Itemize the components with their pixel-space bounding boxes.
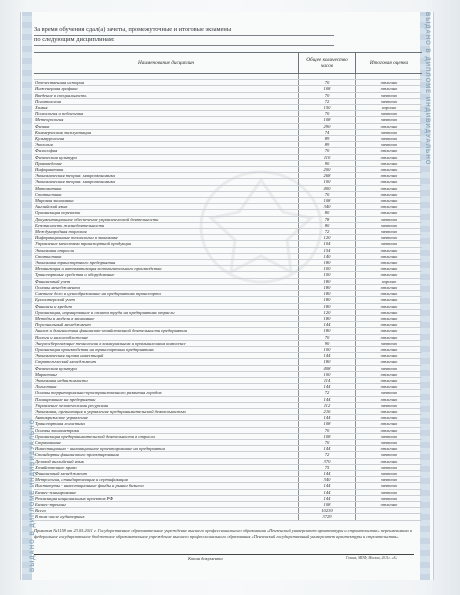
discipline-cell: Физика: [34, 123, 299, 129]
bottom-rule: [34, 554, 414, 555]
hours-cell: 80: [299, 210, 356, 216]
discipline-cell: Основы эконометрики: [34, 427, 299, 433]
grade-cell: отлично: [356, 167, 423, 173]
discipline-cell: Статистика: [34, 253, 299, 259]
discipline-cell: Экономика транспортного предприятия: [34, 260, 299, 266]
hours-cell: 100: [299, 266, 356, 272]
discipline-cell: Физическая культура: [34, 154, 299, 160]
footer-note: Приказом №1158 от 23.05.2011 г. Государственное образовательное учреждение высшего профессионального образования «Пензенский университет архитектуры и строительства» переименовано в федеральное государственное бюджетное образовательное учреждение высшего профессионального образования «Пензенский государственный университет архитектуры и строительства».: [34, 528, 412, 539]
discipline-cell: Организация перевозок: [34, 210, 299, 216]
hours-cell: 70: [299, 111, 356, 117]
discipline-cell: Анализ и диагностика финансово-хозяйственной деятельности предприятия: [34, 328, 299, 334]
hours-cell: 200: [299, 167, 356, 173]
grade-cell: отлично: [356, 154, 423, 160]
column-header-discipline: Наименование дисциплин: [34, 53, 299, 74]
discipline-cell: Инженерная графика: [34, 86, 299, 92]
grade-cell: отлично: [356, 353, 423, 359]
grade-cell: отлично: [356, 346, 423, 352]
hours-cell: 340: [299, 204, 356, 210]
left-strip-text: ВЫДАНО В ДИПЛОМЕ ИНДИВИДУАЛЬНО: [30, 418, 36, 572]
discipline-cell: Управление качеством транспортной продукции: [34, 241, 299, 247]
hours-cell: 108: [299, 502, 356, 508]
discipline-cell: Финансы и кредит: [34, 303, 299, 309]
grade-cell: зачтено: [356, 340, 423, 346]
discipline-cell: Сметное дело и ценообразование на предприятиях транспорта: [34, 291, 299, 297]
discipline-cell: Правоведение: [34, 160, 299, 166]
hours-cell: 144: [299, 396, 356, 402]
grade-cell: отлично: [356, 396, 423, 402]
discipline-cell: Экономика недвижимости: [34, 377, 299, 383]
grade-cell: отлично: [356, 315, 423, 321]
discipline-cell: Налоги и налогообложение: [34, 334, 299, 340]
discipline-cell: Стандарты финансового проектирования: [34, 452, 299, 458]
grade-cell: отлично: [356, 427, 423, 433]
hours-cell: 180: [299, 359, 356, 365]
discipline-cell: Финансовый менеджмент: [34, 470, 299, 476]
hours-cell: 180: [299, 260, 356, 266]
grade-cell: отлично: [356, 334, 423, 340]
hours-cell: 180: [299, 291, 356, 297]
discipline-cell: Бизнес-планирование: [34, 489, 299, 495]
hours-cell: 100: [299, 272, 356, 278]
hours-cell: 144: [299, 384, 356, 390]
discipline-cell: Организация предпринимательской деятельности в отрасли: [34, 433, 299, 439]
discipline-cell: Метеорология: [34, 117, 299, 123]
discipline-cell: Инвестиционно - инновационное проектирование на предприятии: [34, 446, 299, 452]
grade-cell: отлично: [356, 247, 423, 253]
discipline-cell: Транспортные средства и оборудование: [34, 272, 299, 278]
grade-cell: отлично: [356, 446, 423, 452]
grade-cell: отлично: [356, 384, 423, 390]
grades-table: [34, 52, 422, 521]
hours-cell: 108: [299, 433, 356, 439]
discipline-cell: Введение в специальность: [34, 92, 299, 98]
discipline-cell: Экономика, организация и управление предпринимательской деятельностью: [34, 408, 299, 414]
grade-cell: зачтено: [356, 390, 423, 396]
discipline-cell: Безопасность жизнедеятельности: [34, 222, 299, 228]
grade-cell: зачтено: [356, 477, 423, 483]
grade-cell: зачтено: [356, 129, 423, 135]
grade-cell: отлично: [356, 359, 423, 365]
grade-cell: отлично: [356, 260, 423, 266]
grade-cell: отлично: [356, 415, 423, 421]
grade-cell: отлично: [356, 210, 423, 216]
hours-cell: 104: [299, 241, 356, 247]
discipline-cell: Математика: [34, 185, 299, 191]
discipline-cell: Химия: [34, 105, 299, 111]
hours-cell: 70: [299, 427, 356, 433]
discipline-cell: Физическая культура: [34, 365, 299, 371]
grade-cell: зачтено: [356, 241, 423, 247]
hours-cell: 180: [299, 284, 356, 290]
grade-cell: отлично: [356, 173, 423, 179]
hours-cell: 120: [299, 235, 356, 241]
discipline-cell: Финансовый учет: [34, 278, 299, 284]
hours-cell: 108: [299, 117, 356, 123]
discipline-cell: Страхование: [34, 439, 299, 445]
hours-cell: 72: [299, 390, 356, 396]
discipline-cell: Методы и модели в экономике: [34, 315, 299, 321]
grade-cell: зачтено: [356, 235, 423, 241]
table-body: [34, 74, 422, 521]
hours-cell: 70: [299, 439, 356, 445]
grade-cell: зачтено: [356, 216, 423, 222]
grade-cell: зачтено: [356, 489, 423, 495]
discipline-cell: Бизнес-тренинг: [34, 502, 299, 508]
hours-cell: 290: [299, 123, 356, 129]
grade-cell: зачтено: [356, 464, 423, 470]
discipline-cell: Международная торговля: [34, 229, 299, 235]
printer-mark: Гознак, МПФ, Москва, 2011г. «Б»: [346, 556, 398, 560]
hours-cell: 108: [299, 421, 356, 427]
hours-cell: 144: [299, 353, 356, 359]
grade-cell: зачтено: [356, 483, 423, 489]
header-line-2: по следующим дисциплинам:: [34, 36, 334, 46]
grade-cell: отлично: [356, 377, 423, 383]
discipline-cell: Документационное обеспечение управленческой деятельности: [34, 216, 299, 222]
discipline-cell: Статистика: [34, 191, 299, 197]
grade-cell: хорошо: [356, 105, 423, 111]
discipline-cell: Информатика: [34, 167, 299, 173]
grade-cell: зачтено: [356, 117, 423, 123]
discipline-cell: Отечественная история: [34, 80, 299, 86]
hours-cell: 72: [299, 452, 356, 458]
grade-cell: зачтено: [356, 365, 423, 371]
grade-cell: отлично: [356, 458, 423, 464]
discipline-cell: Экономическая теория: микроэкономика: [34, 179, 299, 185]
discipline-cell: Основы территориально-пространственного развития городов: [34, 390, 299, 396]
hours-cell: 70: [299, 191, 356, 197]
hours-cell: 144: [299, 322, 356, 328]
grade-cell: зачтено: [356, 452, 423, 458]
hours-cell: 100: [299, 179, 356, 185]
hours-cell: 400: [299, 185, 356, 191]
grade-cell: [356, 514, 423, 520]
hours-cell: 144: [299, 483, 356, 489]
discipline-cell: Механизация и автоматизация вспомогательного производства: [34, 266, 299, 272]
discipline-cell: Коммерческая эксплуатация: [34, 129, 299, 135]
discipline-cell: Реализация национальных проектов РФ: [34, 495, 299, 501]
hours-cell: 150: [299, 105, 356, 111]
discipline-cell: Бухгалтерский учет: [34, 297, 299, 303]
discipline-cell: Энергосберегающие технологии в коммунальном и промышленном комплексе: [34, 340, 299, 346]
grade-cell: отлично: [356, 198, 423, 204]
hours-cell: 180: [299, 297, 356, 303]
discipline-cell: Персональный менеджмент: [34, 322, 299, 328]
hours-cell: 70: [299, 92, 356, 98]
hours-cell: 120: [299, 309, 356, 315]
discipline-cell: Экология: [34, 142, 299, 148]
grade-cell: отлично: [356, 204, 423, 210]
grade-cell: отлично: [356, 123, 423, 129]
discipline-cell: Культурология: [34, 136, 299, 142]
hours-cell: 89: [299, 136, 356, 142]
discipline-cell: Основы менеджмента: [34, 284, 299, 290]
hours-cell: 180: [299, 315, 356, 321]
hours-cell: 112: [299, 402, 356, 408]
grade-cell: отлично: [356, 284, 423, 290]
discipline-cell: Планирование на предприятии: [34, 396, 299, 402]
discipline-cell: Психология и педагогика: [34, 111, 299, 117]
grade-cell: отлично: [356, 253, 423, 259]
grade-cell: отлично: [356, 266, 423, 272]
hours-cell: 144: [299, 495, 356, 501]
grade-cell: отлично: [356, 191, 423, 197]
grade-cell: отлично: [356, 309, 423, 315]
grade-cell: отлично: [356, 408, 423, 414]
hours-cell: 70: [299, 80, 356, 86]
grade-cell: отлично: [356, 148, 423, 154]
document-header: [34, 26, 334, 46]
hours-cell: 72: [299, 98, 356, 104]
left-security-strip: [22, 12, 36, 580]
grade-cell: зачтено: [356, 136, 423, 142]
hours-cell: 180: [299, 328, 356, 334]
discipline-cell: Управление человеческими ресурсами: [34, 402, 299, 408]
discipline-cell: Маркетинг: [34, 371, 299, 377]
hours-cell: 154: [299, 247, 356, 253]
hours-cell: 216: [299, 408, 356, 414]
column-header-grade: Итоговая оценка: [356, 53, 423, 74]
discipline-cell: Английский язык: [34, 204, 299, 210]
discipline-cell: Экономика отрасли: [34, 247, 299, 253]
hours-cell: 144: [299, 446, 356, 452]
hours-cell: 108: [299, 198, 356, 204]
hours-cell: 110: [299, 154, 356, 160]
hours-cell: 370: [299, 458, 356, 464]
grade-cell: отлично: [356, 328, 423, 334]
discipline-cell: Экономическая теория: макроэкономика: [34, 173, 299, 179]
grade-cell: зачтено: [356, 98, 423, 104]
hours-cell: 70: [299, 148, 356, 154]
grade-cell: отлично: [356, 322, 423, 328]
discipline-cell: Политология: [34, 98, 299, 104]
hours-cell: 90: [299, 160, 356, 166]
grade-cell: хорошо: [356, 278, 423, 284]
discipline-cell: Организация, нормирование и оплата труда на предприятиях отрасли: [34, 309, 299, 315]
discipline-cell: Метрология, стандартизация и сертификация: [34, 477, 299, 483]
discipline-cell: Мировая экономика: [34, 198, 299, 204]
hours-cell: 89: [299, 142, 356, 148]
discipline-cell: Организация производства на транспортных предприятиях: [34, 346, 299, 352]
grade-cell: отлично: [356, 185, 423, 191]
grade-cell: отлично: [356, 291, 423, 297]
discipline-cell: Институты - инвестиционные фонды и рынки бизнеса: [34, 483, 299, 489]
discipline-cell: Всего: [34, 508, 299, 514]
hours-cell: 80: [299, 222, 356, 228]
hours-cell: 144: [299, 489, 356, 495]
header-line-1: За время обучения сдал(а) зачеты, промежуточные и итоговые экзамены: [34, 26, 334, 36]
right-strip-text: ВЫДАНО В ДИПЛОМЕ ИНДИВИДУАЛЬНО: [424, 12, 430, 166]
discipline-cell: Логистика: [34, 384, 299, 390]
hours-cell: 78: [299, 216, 356, 222]
discipline-cell: Деловой английский язык: [34, 458, 299, 464]
grade-cell: зачтено: [356, 433, 423, 439]
grade-cell: отлично: [356, 297, 423, 303]
grade-cell: отлично: [356, 86, 423, 92]
grade-cell: зачтено: [356, 470, 423, 476]
grade-cell: зачтено: [356, 439, 423, 445]
hours-cell: 90: [299, 340, 356, 346]
copy-label: Копия документа: [188, 556, 223, 561]
hours-cell: 180: [299, 303, 356, 309]
grade-cell: зачтено: [356, 229, 423, 235]
discipline-cell: Стратегический менеджмент: [34, 359, 299, 365]
grade-cell: отлично: [356, 371, 423, 377]
grade-cell: зачтено: [356, 222, 423, 228]
hours-cell: 72: [299, 229, 356, 235]
grade-cell: отлично: [356, 502, 423, 508]
grade-cell: отлично: [356, 421, 423, 427]
hours-cell: 140: [299, 253, 356, 259]
discipline-cell: Антикризисное управление: [34, 415, 299, 421]
discipline-cell: Информационные технологии в экономике: [34, 235, 299, 241]
hours-cell: 268: [299, 173, 356, 179]
hours-cell: 340: [299, 477, 356, 483]
grade-cell: зачтено: [356, 142, 423, 148]
hours-cell: 180: [299, 278, 356, 284]
grade-cell: зачтено: [356, 111, 423, 117]
grade-cell: отлично: [356, 179, 423, 185]
grade-cell: зачтено: [356, 92, 423, 98]
hours-cell: 10230: [299, 508, 356, 514]
grade-cell: отлично: [356, 272, 423, 278]
grade-cell: отлично: [356, 160, 423, 166]
hours-cell: 144: [299, 470, 356, 476]
hours-cell: 3729: [299, 514, 356, 520]
table-header-row: [34, 53, 422, 74]
grade-cell: зачтено: [356, 495, 423, 501]
column-header-hours: Общее количество часов: [299, 53, 356, 74]
hours-cell: 74: [299, 129, 356, 135]
hours-cell: 70: [299, 334, 356, 340]
discipline-cell: Философия: [34, 148, 299, 154]
grade-cell: зачтено: [356, 402, 423, 408]
hours-cell: 114: [299, 377, 356, 383]
discipline-cell: Транспортная логистика: [34, 421, 299, 427]
hours-cell: 100: [299, 371, 356, 377]
hours-cell: 408: [299, 365, 356, 371]
grade-cell: отлично: [356, 303, 423, 309]
discipline-cell: В том числе аудиторных: [34, 514, 299, 520]
discipline-cell: Хозяйственное право: [34, 464, 299, 470]
hours-cell: 75: [299, 464, 356, 470]
discipline-cell: Экономическая оценка инвестиций: [34, 353, 299, 359]
hours-cell: 108: [299, 86, 356, 92]
hours-cell: 100: [299, 346, 356, 352]
hours-cell: 144: [299, 415, 356, 421]
table-row: [34, 514, 422, 520]
grade-cell: отлично: [356, 80, 423, 86]
